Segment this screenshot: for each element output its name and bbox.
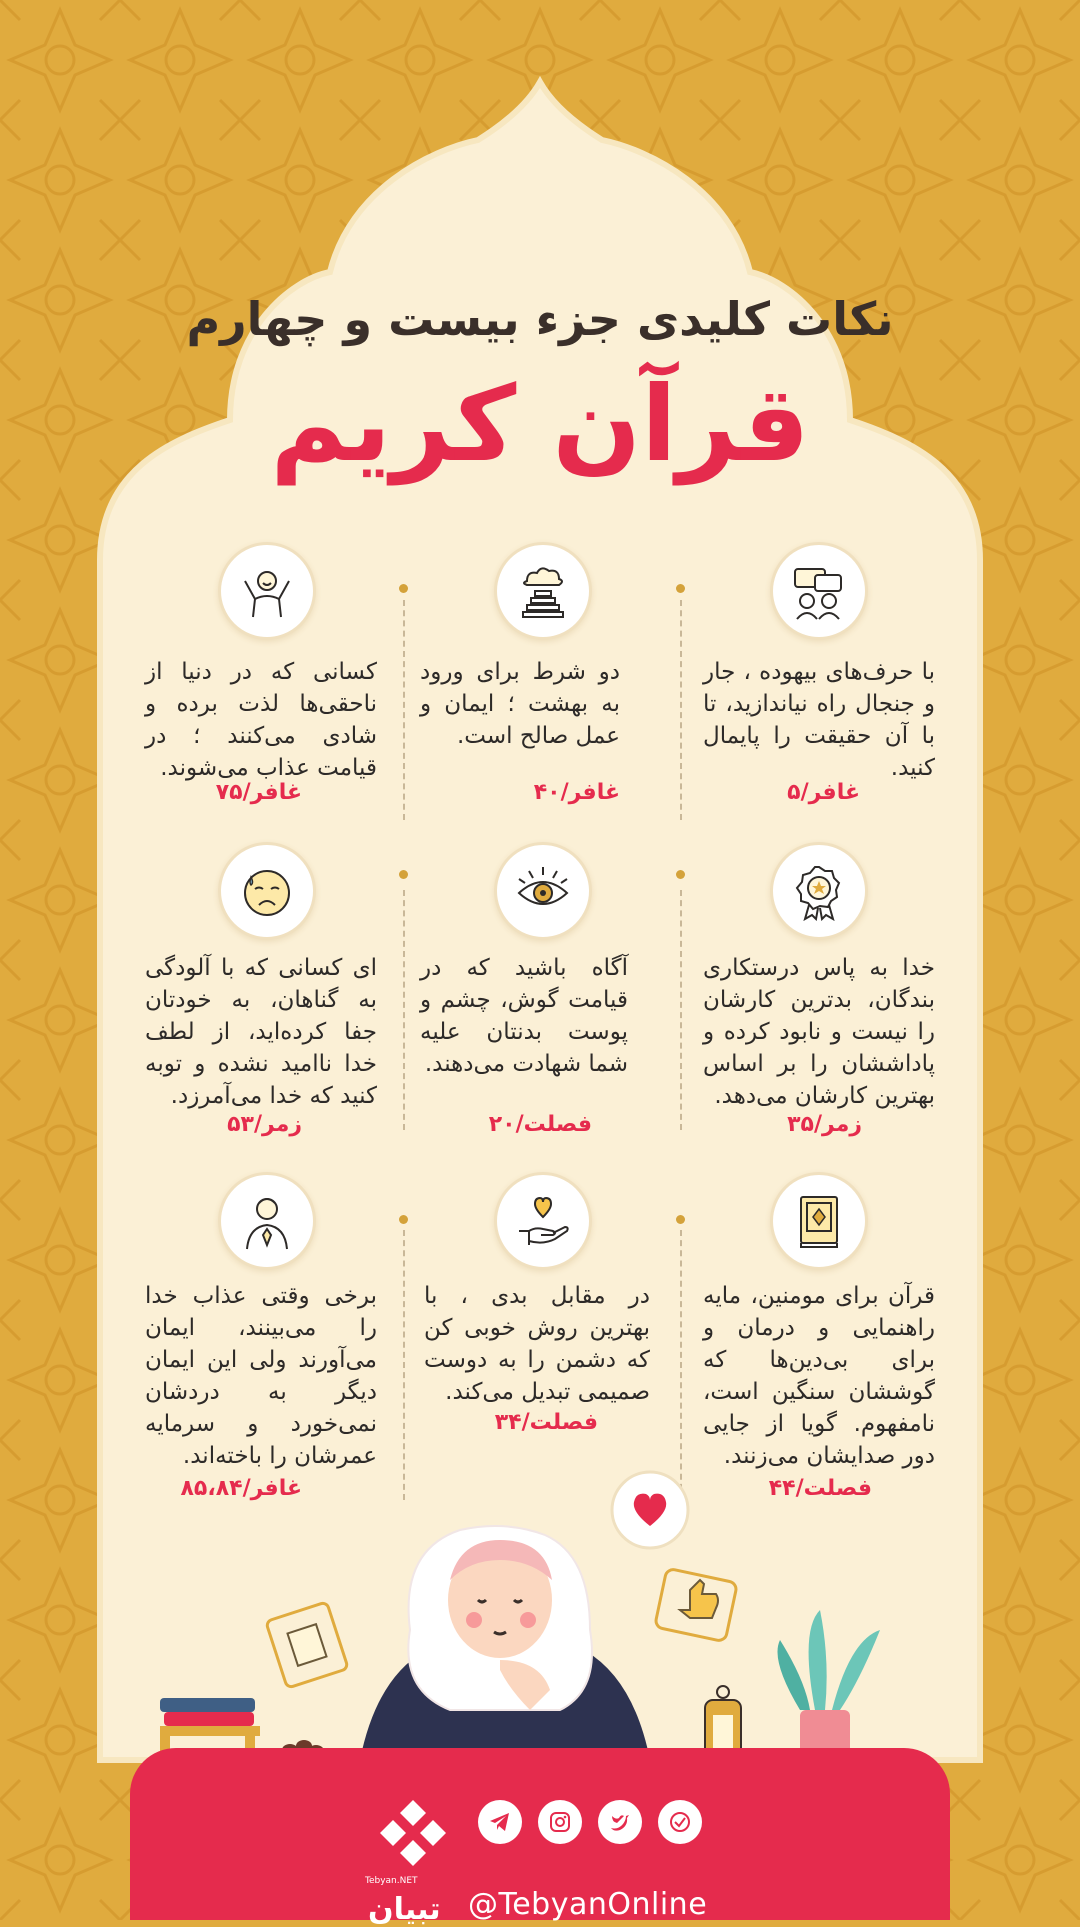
card-reference: فصلت/۳۴ — [494, 1410, 598, 1435]
card-reference: زمر/۳۵ — [787, 1112, 862, 1137]
page-subtitle: نکات کلیدی جزء بیست و چهارم — [186, 292, 894, 346]
page-title: قرآن کریم — [270, 363, 810, 485]
card-text: با حرف‌های بیهوده ، جار و جنجال راه نیاندازید، تا با آن حقیقت را پایمال کنید. — [703, 659, 935, 781]
card-text: ای کسانی که با آلودگی به گناهان، به خودتان جفا کرده‌اید، از لطف خدا ناامید نشده و توبه کنید که خدا می‌آمرزد. — [145, 955, 377, 1109]
divider-dot — [399, 584, 408, 593]
divider-dot — [399, 1215, 408, 1224]
check-badge-icon[interactable] — [658, 1800, 702, 1844]
logo-text: تبیان — [368, 1892, 441, 1927]
logo-subtext: Tebyan.NET — [365, 1876, 418, 1886]
social-handle[interactable]: @TebyanOnline — [468, 1887, 708, 1922]
card-text: قرآن برای مومنین، مایه راهنمایی و درمان و برای بی‌دین‌ها که گوششان سنگین است، نامفهوم. گویا از جایی دور صدایشان می‌زنند. — [703, 1283, 935, 1469]
column-divider — [680, 890, 682, 1130]
praying-man-icon — [218, 1172, 316, 1270]
card-reference: غافر/۷۵ — [215, 780, 302, 805]
cheering-person-icon — [218, 542, 316, 640]
card-reference: زمر/۵۳ — [227, 1112, 302, 1137]
card-reference: فصلت/۴۴ — [768, 1476, 872, 1501]
sad-face-icon — [218, 842, 316, 940]
card-text: کسانی که در دنیا از ناحقی‌ها لذت برده و شادی می‌کنند ؛ در قیامت عذاب می‌شوند. — [145, 659, 377, 781]
card-reference: غافر/۴۰ — [533, 780, 620, 805]
column-divider — [403, 890, 405, 1130]
reading-girl-illustration — [160, 1460, 920, 1780]
stairs-to-cloud-icon — [494, 542, 592, 640]
card-text: آگاه باشید که در قیامت گوش، چشم و پوست بدنتان علیه شما شهادت می‌دهند. — [420, 955, 628, 1077]
card-text: خدا به پاس درستکاری بندگان، بدترین کارشان را نیست و نابود کرده و پاداششان را بر اساس بهترین کارشان می‌دهد. — [703, 955, 935, 1109]
tebyan-logo-icon — [378, 1798, 448, 1868]
card-text: دو شرط برای ورود به بهشت ؛ ایمان و عمل صالح است. — [420, 659, 620, 749]
eye-icon — [494, 842, 592, 940]
award-badge-icon — [770, 842, 868, 940]
divider-dot — [676, 584, 685, 593]
card-reference: غافر/۸۵،۸۴ — [180, 1476, 302, 1501]
speech-bubbles-icon — [770, 542, 868, 640]
quran-book-icon — [770, 1172, 868, 1270]
telegram-icon[interactable] — [478, 1800, 522, 1844]
card-reference: فصلت/۲۰ — [488, 1112, 592, 1137]
divider-dot — [676, 870, 685, 879]
twitter-icon[interactable] — [598, 1800, 642, 1844]
card-reference: غافر/۵ — [787, 780, 860, 805]
divider-dot — [676, 1215, 685, 1224]
heart-in-hand-icon — [494, 1172, 592, 1270]
divider-dot — [399, 870, 408, 879]
instagram-icon[interactable] — [538, 1800, 582, 1844]
card-text: برخی وقتی عذاب خدا را می‌بینند، ایمان می‌آورند ولی این ایمان دیگر به دردشان نمی‌خورد و سرمایه عمرشان را باخته‌اند. — [145, 1283, 377, 1469]
card-text: در مقابل بدی ، با بهترین روش خوبی کن که دشمن را به دوست صمیمی تبدیل می‌کند. — [424, 1283, 650, 1405]
